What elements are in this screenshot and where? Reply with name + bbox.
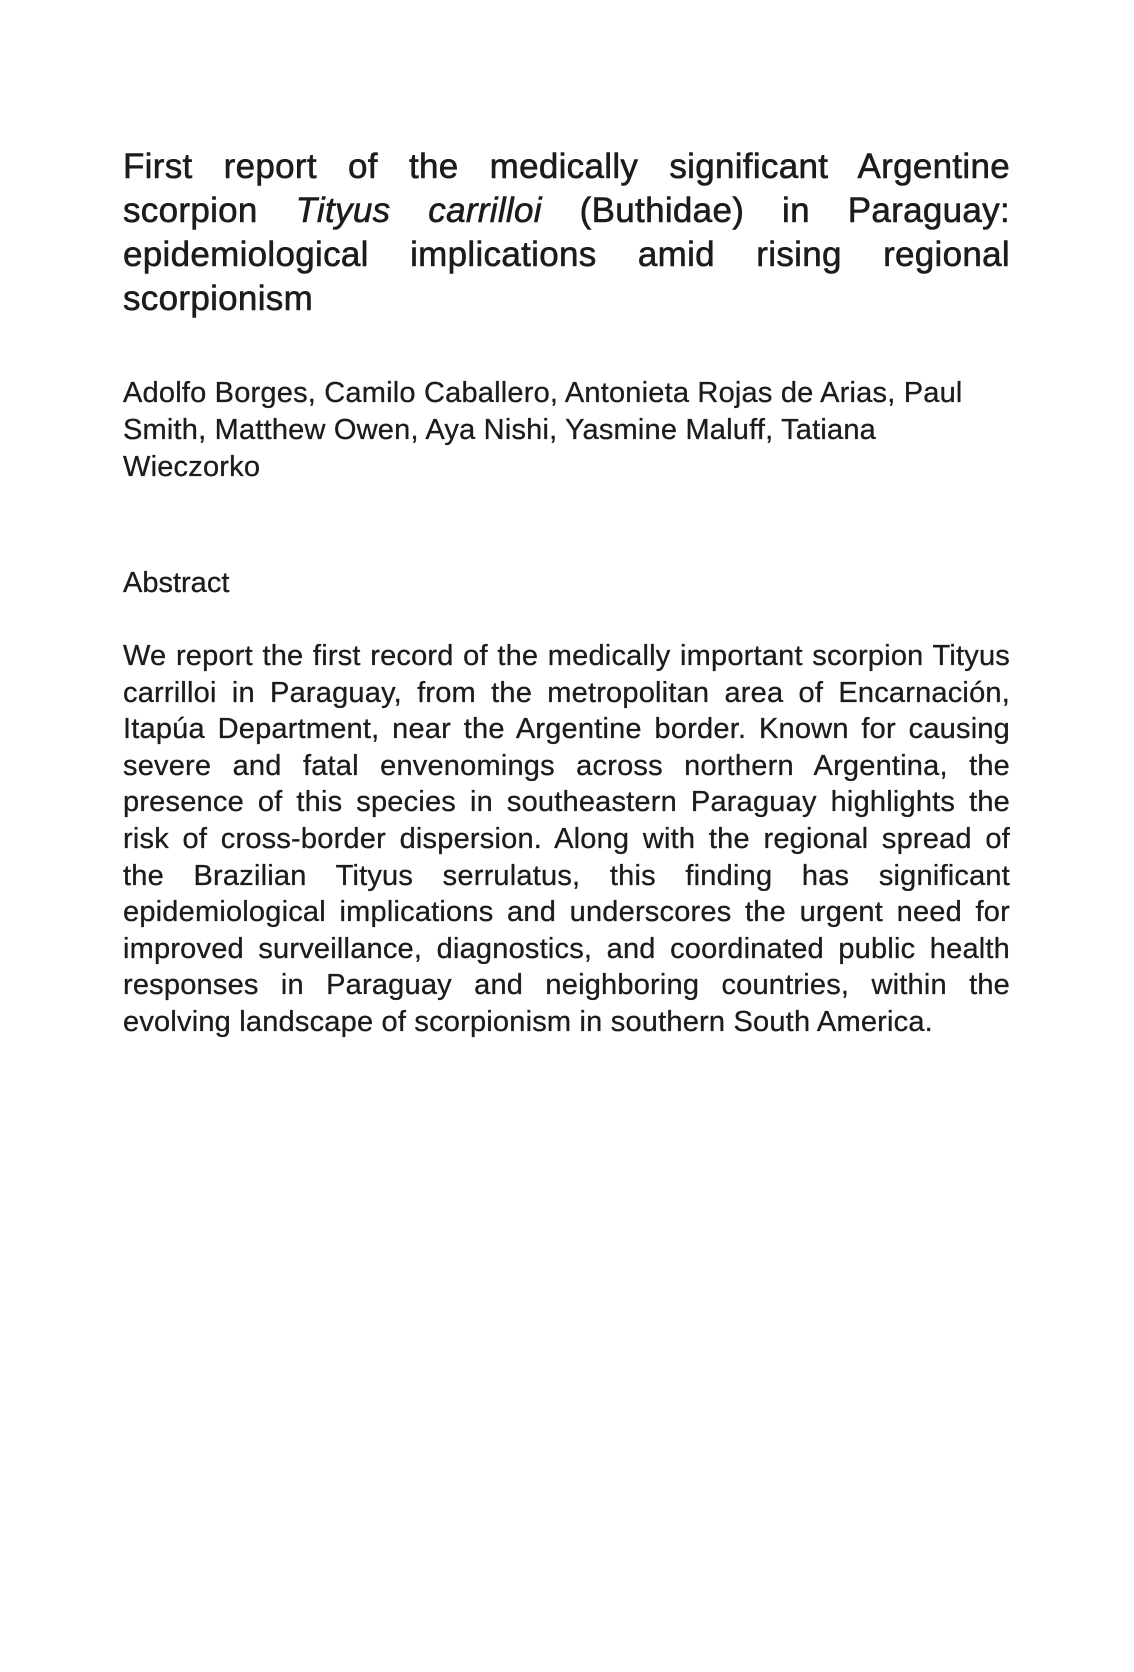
abstract-text: We report the first record of the medically important scorpion Tityus carrilloi in Paraguay, from the metropolitan area of Encarnación, Itapúa Department, near the Argentine border. Known for causing severe and fatal envenomings across northern Argentina, the presence of this species in southeastern Paraguay highlights the risk of cross-border dispersion. Along with the regional spread of the Brazilian Tityus serrulatus, this finding has significant epidemiological implications and underscores the urgent need for improved surveillance, diagnostics, and coordinated public health responses in Paraguay and neighboring countries, within the evolving landscape of scorpionism in southern South America. [123,640,1010,1038]
abstract-heading: Abstract [123,567,230,599]
title-text-end: (Buthidae) in Paraguay: epidemiological implications amid rising regional scorpionism [123,191,1010,318]
species-name: Tityus carrilloi [295,191,542,230]
author-list: Adolfo Borges, Camilo Caballero, Antonieta Rojas de Arias, Paul Smith, Matthew Owen, Aya Nishi, Yasmine Maluff, Tatiana Wieczorko [123,377,963,483]
paper-title [123,145,1010,321]
title-text-start: First report of the medically significant Argentine scorpion [123,147,1010,230]
paper-page [123,145,1010,1041]
